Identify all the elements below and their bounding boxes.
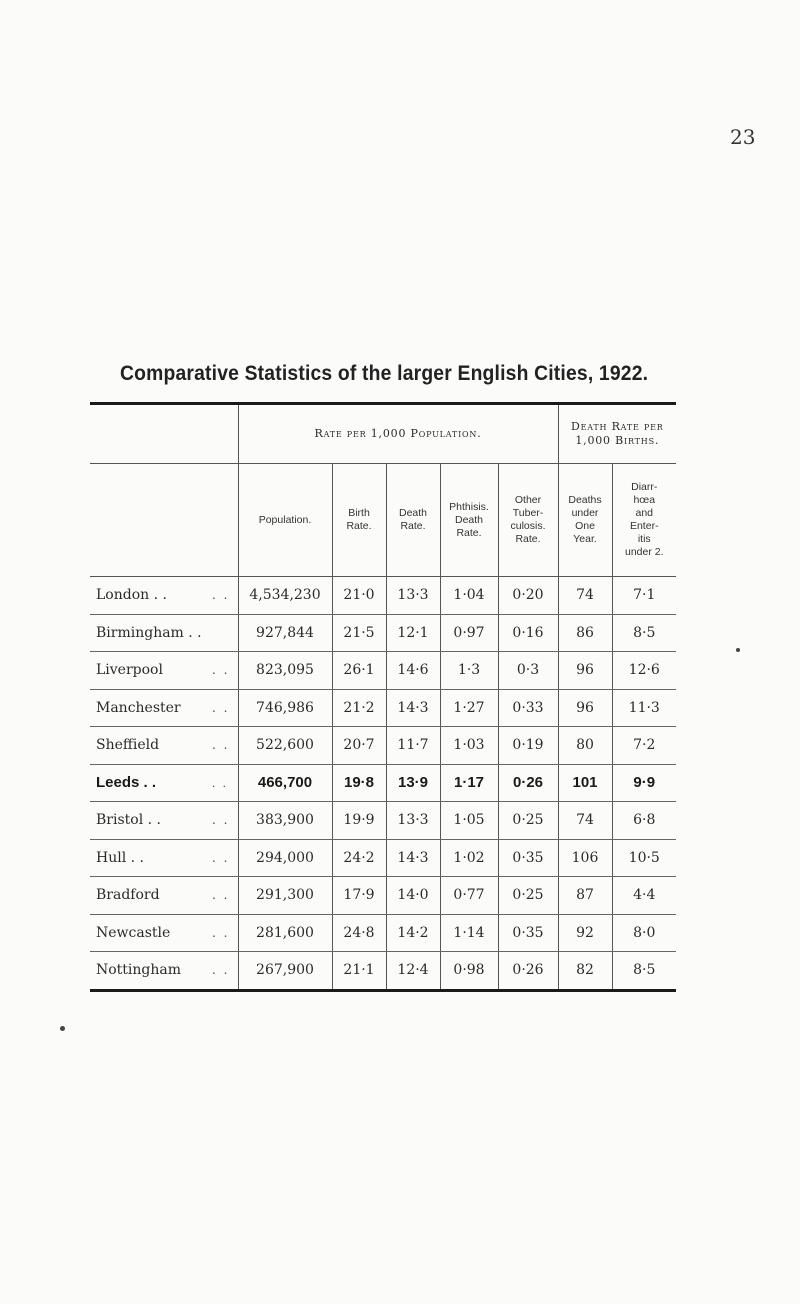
column-header-death-rate: Death Rate. xyxy=(386,464,440,577)
table-row xyxy=(90,877,676,915)
cell-diarrhoea-enteritis: 10·5 xyxy=(612,839,676,877)
cell-population: 4,534,230 xyxy=(238,577,332,615)
cell-city xyxy=(90,877,238,915)
city-name: Leeds . . xyxy=(96,774,157,792)
group-header-death-rate-per-births xyxy=(558,404,676,464)
cell-city xyxy=(90,614,238,652)
cell-birth-rate: 24·8 xyxy=(332,914,386,952)
city-name: Bradford xyxy=(96,887,160,904)
group-header-death-rate-line1: Death Rate per xyxy=(570,420,664,433)
table-row xyxy=(90,764,676,802)
cell-population: 466,700 xyxy=(238,764,332,802)
cell-city xyxy=(90,727,238,765)
cell-other-tuberculosis-rate: 0·35 xyxy=(498,839,558,877)
cell-other-tuberculosis-rate: 0·19 xyxy=(498,727,558,765)
column-header-phthisis-death-rate: Phthisis. Death Rate. xyxy=(440,464,498,577)
cell-other-tuberculosis-rate: 0·35 xyxy=(498,914,558,952)
group-header-rate-per-population: Rate per 1,000 Population. xyxy=(238,404,558,464)
column-header-diarrhoea-enteritis: Diarr- hœa and Enter- itis under 2. xyxy=(612,464,676,577)
cell-city xyxy=(90,914,238,952)
cell-city xyxy=(90,652,238,690)
cell-population: 294,000 xyxy=(238,839,332,877)
cell-deaths-under-one-year: 92 xyxy=(558,914,612,952)
dot-leader: . . xyxy=(212,700,230,715)
table-title: Comparative Statistics of the larger English Cities, 1922. xyxy=(120,362,649,385)
table-row xyxy=(90,577,676,615)
cell-phthisis-death-rate: 1·3 xyxy=(440,652,498,690)
cell-death-rate: 12·4 xyxy=(386,952,440,991)
cell-death-rate: 13·3 xyxy=(386,577,440,615)
column-header-birth-rate: Birth Rate. xyxy=(332,464,386,577)
city-name: Birmingham . . xyxy=(96,624,202,641)
city-name: Nottingham xyxy=(96,962,182,979)
cell-population: 522,600 xyxy=(238,727,332,765)
cell-diarrhoea-enteritis: 6·8 xyxy=(612,802,676,840)
cell-death-rate: 13·9 xyxy=(386,764,440,802)
cell-diarrhoea-enteritis: 8·5 xyxy=(612,952,676,991)
column-header-other-tuberculosis-rate: Other Tuber- culosis. Rate. xyxy=(498,464,558,577)
dot-leader: . . xyxy=(212,925,230,940)
cell-deaths-under-one-year: 87 xyxy=(558,877,612,915)
city-name: Bristol . . xyxy=(96,812,161,829)
city-name: Manchester xyxy=(96,699,181,716)
cell-phthisis-death-rate: 1·05 xyxy=(440,802,498,840)
table-body xyxy=(90,577,676,991)
group-header-row xyxy=(90,404,676,464)
cell-deaths-under-one-year: 80 xyxy=(558,727,612,765)
cell-city xyxy=(90,802,238,840)
dot-leader: . . xyxy=(212,850,230,865)
group-header-death-rate-line2: 1,000 Births. xyxy=(575,434,660,447)
cell-city xyxy=(90,839,238,877)
cell-other-tuberculosis-rate: 0·25 xyxy=(498,802,558,840)
column-header-city xyxy=(90,464,238,577)
cell-population: 383,900 xyxy=(238,802,332,840)
cell-birth-rate: 21·5 xyxy=(332,614,386,652)
cell-city xyxy=(90,764,238,802)
cell-deaths-under-one-year: 96 xyxy=(558,652,612,690)
cell-death-rate: 14·6 xyxy=(386,652,440,690)
cell-other-tuberculosis-rate: 0·25 xyxy=(498,877,558,915)
city-name: Newcastle xyxy=(96,924,171,941)
cell-death-rate: 14·0 xyxy=(386,877,440,915)
cell-city xyxy=(90,577,238,615)
column-header-deaths-under-one-year: Deaths under One Year. xyxy=(558,464,612,577)
cell-other-tuberculosis-rate: 0·33 xyxy=(498,689,558,727)
speck-mark xyxy=(60,1026,65,1031)
cell-population: 267,900 xyxy=(238,952,332,991)
table-row xyxy=(90,839,676,877)
cell-city xyxy=(90,689,238,727)
dot-leader: . . xyxy=(212,813,230,828)
cell-birth-rate: 19·8 xyxy=(332,764,386,802)
speck-mark xyxy=(736,648,740,652)
cell-phthisis-death-rate: 1·03 xyxy=(440,727,498,765)
cell-diarrhoea-enteritis: 7·2 xyxy=(612,727,676,765)
city-name: London . . xyxy=(96,587,167,604)
cell-diarrhoea-enteritis: 4·4 xyxy=(612,877,676,915)
cell-population: 927,844 xyxy=(238,614,332,652)
cell-diarrhoea-enteritis: 9·9 xyxy=(612,764,676,802)
cell-deaths-under-one-year: 74 xyxy=(558,577,612,615)
cell-other-tuberculosis-rate: 0·16 xyxy=(498,614,558,652)
table-row xyxy=(90,802,676,840)
cell-birth-rate: 21·2 xyxy=(332,689,386,727)
cell-death-rate: 14·2 xyxy=(386,914,440,952)
cell-birth-rate: 26·1 xyxy=(332,652,386,690)
cell-phthisis-death-rate: 1·27 xyxy=(440,689,498,727)
cell-other-tuberculosis-rate: 0·20 xyxy=(498,577,558,615)
cell-other-tuberculosis-rate: 0·26 xyxy=(498,952,558,991)
dot-leader: . . xyxy=(212,588,230,603)
cell-population: 823,095 xyxy=(238,652,332,690)
city-name: Sheffield xyxy=(96,737,160,754)
cell-death-rate: 12·1 xyxy=(386,614,440,652)
cell-other-tuberculosis-rate: 0·3 xyxy=(498,652,558,690)
cell-diarrhoea-enteritis: 8·5 xyxy=(612,614,676,652)
table-row xyxy=(90,952,676,991)
cell-phthisis-death-rate: 0·98 xyxy=(440,952,498,991)
cell-diarrhoea-enteritis: 7·1 xyxy=(612,577,676,615)
cell-population: 291,300 xyxy=(238,877,332,915)
cell-birth-rate: 24·2 xyxy=(332,839,386,877)
cell-birth-rate: 20·7 xyxy=(332,727,386,765)
column-header-row xyxy=(90,464,676,577)
cell-phthisis-death-rate: 1·17 xyxy=(440,764,498,802)
cell-diarrhoea-enteritis: 8·0 xyxy=(612,914,676,952)
dot-leader: . . xyxy=(212,738,230,753)
dot-leader: . . xyxy=(212,888,230,903)
cell-birth-rate: 21·0 xyxy=(332,577,386,615)
cell-death-rate: 14·3 xyxy=(386,839,440,877)
cell-death-rate: 13·3 xyxy=(386,802,440,840)
cell-death-rate: 14·3 xyxy=(386,689,440,727)
cell-population: 746,986 xyxy=(238,689,332,727)
cell-deaths-under-one-year: 86 xyxy=(558,614,612,652)
cell-deaths-under-one-year: 106 xyxy=(558,839,612,877)
dot-leader: . . xyxy=(212,663,230,678)
city-name: Hull . . xyxy=(96,849,144,866)
dot-leader: . . xyxy=(212,775,229,790)
cell-death-rate: 11·7 xyxy=(386,727,440,765)
statistics-table xyxy=(90,402,676,992)
stub-header xyxy=(90,404,238,464)
table-row xyxy=(90,914,676,952)
cell-deaths-under-one-year: 74 xyxy=(558,802,612,840)
cell-phthisis-death-rate: 0·97 xyxy=(440,614,498,652)
column-header-population: Population. xyxy=(238,464,332,577)
cell-birth-rate: 21·1 xyxy=(332,952,386,991)
dot-leader: . . xyxy=(212,963,230,978)
cell-diarrhoea-enteritis: 11·3 xyxy=(612,689,676,727)
cell-deaths-under-one-year: 101 xyxy=(558,764,612,802)
cell-deaths-under-one-year: 96 xyxy=(558,689,612,727)
cell-phthisis-death-rate: 1·02 xyxy=(440,839,498,877)
cell-diarrhoea-enteritis: 12·6 xyxy=(612,652,676,690)
table-row xyxy=(90,727,676,765)
cell-deaths-under-one-year: 82 xyxy=(558,952,612,991)
table-row xyxy=(90,614,676,652)
cell-population: 281,600 xyxy=(238,914,332,952)
cell-phthisis-death-rate: 0·77 xyxy=(440,877,498,915)
city-name: Liverpool xyxy=(96,662,163,679)
table-row xyxy=(90,689,676,727)
cell-phthisis-death-rate: 1·04 xyxy=(440,577,498,615)
cell-birth-rate: 19·9 xyxy=(332,802,386,840)
cell-city xyxy=(90,952,238,991)
cell-birth-rate: 17·9 xyxy=(332,877,386,915)
cell-other-tuberculosis-rate: 0·26 xyxy=(498,764,558,802)
table-row xyxy=(90,652,676,690)
cell-phthisis-death-rate: 1·14 xyxy=(440,914,498,952)
page-number: 23 xyxy=(730,125,756,149)
